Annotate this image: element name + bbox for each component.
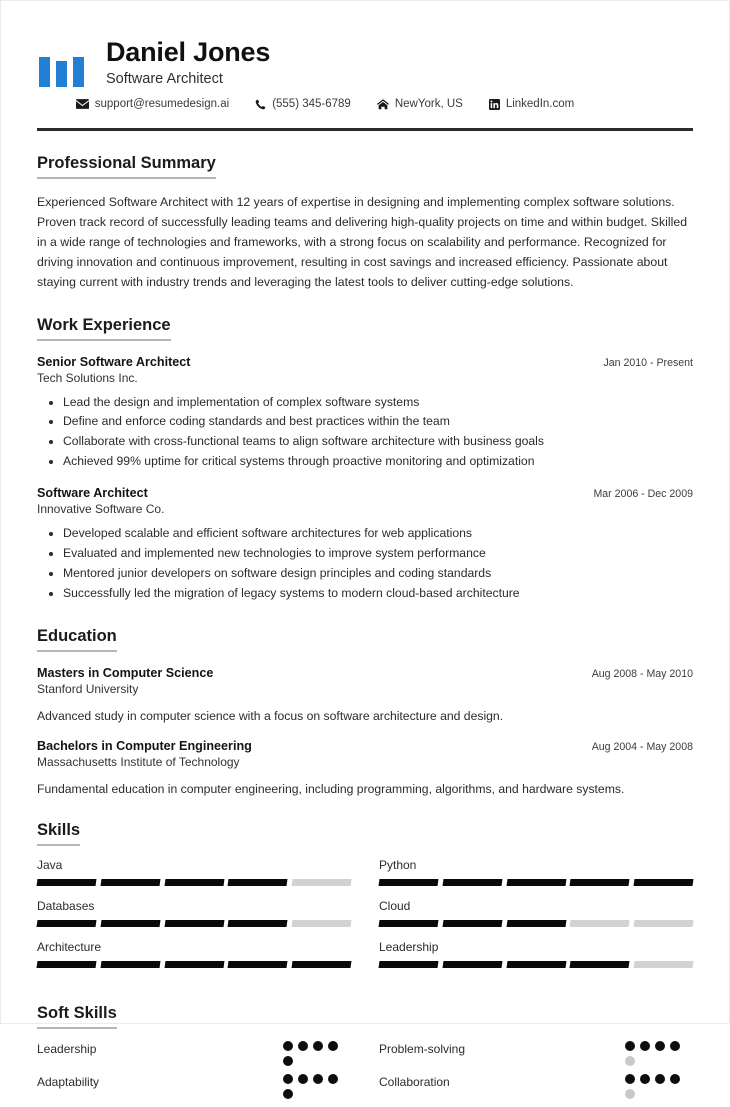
skill-label: Java	[37, 858, 63, 873]
logo-bar-3	[73, 57, 84, 87]
skill-segment	[506, 879, 566, 886]
rating-dot	[328, 1074, 338, 1084]
work-bullet: • Evaluated and implemented new technologies to improve system performance	[63, 544, 693, 564]
rating-dot	[640, 1074, 650, 1084]
contact-email-text: support@resumedesign.ai	[94, 98, 230, 111]
work-date: Jan 2010 - Present	[603, 356, 693, 369]
candidate-name: Daniel Jones	[106, 37, 271, 67]
soft-skill-rating	[283, 1074, 351, 1099]
rating-dot	[283, 1089, 293, 1099]
skill-segment	[228, 961, 288, 968]
rating-dot	[670, 1041, 680, 1051]
education-entry-head	[37, 666, 693, 680]
work-entry	[37, 486, 693, 604]
skill-segment	[37, 961, 97, 968]
work-bullet: • Developed scalable and efficient software architectures for web applications	[63, 524, 693, 544]
skill-segment	[379, 961, 439, 968]
education-date: Aug 2004 - May 2008	[591, 741, 693, 753]
header-divider	[37, 128, 693, 131]
skill-segment	[292, 879, 352, 886]
soft-skill-label: Collaboration	[379, 1075, 450, 1090]
phone-icon	[255, 99, 266, 110]
work-date: Mar 2006 - Dec 2009	[593, 488, 693, 501]
skill-segment	[634, 920, 694, 927]
skill-label: Databases	[37, 899, 95, 914]
skill-item	[37, 858, 351, 886]
candidate-job-title: Software Architect	[106, 71, 223, 88]
work-entry	[37, 355, 693, 473]
section-title-work: Work Experience	[37, 316, 171, 341]
skill-segment	[379, 879, 439, 886]
soft-skill-item	[37, 1041, 351, 1066]
rating-dot	[640, 1041, 650, 1051]
education-date: Aug 2008 - May 2010	[591, 667, 693, 680]
skill-segment	[570, 961, 630, 968]
skill-level-bar	[37, 879, 351, 886]
work-bullet: • Lead the design and implementation of complex software systems	[63, 393, 693, 413]
skill-label: Architecture	[37, 940, 102, 955]
soft-skill-item	[379, 1074, 693, 1099]
skill-segment	[292, 961, 352, 968]
contact-row	[37, 98, 693, 110]
skill-level-bar	[37, 961, 351, 968]
work-entry-head	[37, 486, 693, 500]
skill-item	[37, 899, 351, 927]
contact-linkedin[interactable]	[489, 98, 574, 110]
soft-skill-item	[379, 1041, 693, 1066]
education-entry-head	[37, 739, 693, 753]
logo-bar-2	[56, 61, 67, 87]
skill-label: Cloud	[379, 899, 411, 914]
resume-header	[37, 35, 693, 87]
section-soft-skills	[37, 1004, 693, 1107]
home-icon	[377, 99, 389, 110]
soft-skill-rating	[625, 1074, 693, 1099]
work-position: Software Architect	[37, 486, 148, 501]
rating-dot	[313, 1074, 323, 1084]
education-description: Fundamental education in computer engineering, including programming, algorithms, and hardware systems.	[37, 782, 625, 796]
education-entry	[37, 739, 693, 798]
section-title-soft-skills: Soft Skills	[37, 1004, 117, 1029]
section-professional-summary	[37, 154, 693, 293]
skill-segment	[506, 920, 566, 927]
rating-dot	[625, 1056, 635, 1066]
work-bullet: • Define and enforce coding standards and best practices within the team	[63, 412, 693, 432]
education-school: Massachusetts Institute of Technology	[37, 755, 240, 769]
skill-segment	[442, 879, 502, 886]
contact-email[interactable]	[76, 98, 229, 110]
linkedin-icon	[489, 99, 500, 110]
soft-skill-label: Leadership	[37, 1042, 97, 1057]
work-company: Innovative Software Co.	[37, 502, 165, 517]
skill-segment	[634, 879, 694, 886]
rating-dot	[313, 1041, 323, 1051]
section-title-summary: Professional Summary	[37, 154, 216, 179]
rating-dot	[625, 1089, 635, 1099]
contact-location-text: NewYork, US	[394, 98, 463, 111]
skill-segment	[442, 920, 502, 927]
skill-segment	[37, 879, 97, 886]
work-position: Senior Software Architect	[37, 354, 191, 369]
rating-dot	[670, 1074, 680, 1084]
skill-segment	[164, 879, 224, 886]
work-bullet: • Mentored junior developers on software design principles and coding standards	[63, 564, 693, 584]
education-entry	[37, 666, 693, 725]
work-bullet: • Collaborate with cross-functional teams to align software architecture with business goals	[63, 432, 693, 452]
work-entry-head	[37, 355, 693, 369]
work-bullets	[37, 524, 693, 604]
section-title-education: Education	[37, 627, 117, 652]
skill-segment	[570, 879, 630, 886]
rating-dot	[283, 1056, 293, 1066]
soft-skill-rating	[625, 1041, 693, 1066]
skill-segment	[570, 920, 630, 927]
skill-segment	[442, 961, 502, 968]
summary-text: Experienced Software Architect with 12 years of expertise in designing and implementing complex software solutions. Proven track record of successfully leading teams and delivering high-quality projects on time and within budget. Skilled in a wide range of technologies and frameworks, with a strong focus on scalability and performance. Recognized for driving innovation and continuous improvement, resulting in cost savings and increased efficiency. Passionate about staying current with industry trends and leveraging the latest tools to deliver cutting-edge solutions.	[37, 195, 688, 289]
contact-phone[interactable]	[255, 98, 351, 110]
section-work-experience	[37, 316, 693, 604]
skill-segment	[100, 920, 160, 927]
skill-label: Leadership	[379, 940, 439, 955]
skill-segment	[292, 920, 352, 927]
education-degree: Masters in Computer Science	[37, 665, 214, 680]
three-bars-logo-icon	[39, 57, 84, 87]
rating-dot	[298, 1074, 308, 1084]
rating-dot	[625, 1041, 635, 1051]
skills-grid	[37, 858, 693, 981]
contact-linkedin-text: LinkedIn.com	[505, 98, 575, 111]
skill-item	[37, 940, 351, 968]
skill-item	[379, 899, 693, 927]
skill-segment	[164, 961, 224, 968]
skill-segment	[37, 920, 97, 927]
soft-skill-label: Adaptability	[37, 1075, 100, 1090]
skill-level-bar	[379, 879, 693, 886]
rating-dot	[625, 1074, 635, 1084]
rating-dot	[328, 1041, 338, 1051]
skill-segment	[228, 920, 288, 927]
rating-dot	[298, 1041, 308, 1051]
soft-skill-rating	[283, 1041, 351, 1066]
skill-segment	[228, 879, 288, 886]
work-bullet: • Achieved 99% uptime for critical systems through proactive monitoring and optimization	[63, 452, 693, 472]
skill-item	[379, 858, 693, 886]
contact-location[interactable]	[377, 98, 463, 110]
education-description: Advanced study in computer science with a focus on software architecture and design.	[37, 708, 504, 723]
skill-segment	[100, 879, 160, 886]
logo-bar-1	[39, 57, 50, 87]
education-degree: Bachelors in Computer Engineering	[37, 739, 252, 753]
skill-item	[379, 940, 693, 968]
section-education	[37, 627, 693, 799]
skill-label: Python	[379, 858, 417, 873]
skill-level-bar	[37, 920, 351, 927]
rating-dot	[283, 1041, 293, 1051]
soft-skill-item	[37, 1074, 351, 1099]
rating-dot	[283, 1074, 293, 1084]
work-company: Tech Solutions Inc.	[37, 370, 138, 385]
rating-dot	[655, 1074, 665, 1084]
contact-phone-text: (555) 345-6789	[272, 98, 351, 111]
skill-level-bar	[379, 961, 693, 968]
skill-segment	[164, 920, 224, 927]
work-bullet: • Successfully led the migration of legacy systems to modern cloud-based architecture	[63, 584, 693, 604]
envelope-icon	[76, 99, 89, 109]
section-title-skills: Skills	[37, 821, 80, 846]
rating-dot	[655, 1041, 665, 1051]
work-bullets	[37, 393, 693, 473]
skill-segment	[634, 961, 694, 968]
section-skills	[37, 821, 693, 981]
soft-skills-grid	[37, 1041, 693, 1107]
skill-segment	[379, 920, 439, 927]
skill-segment	[100, 961, 160, 968]
soft-skill-label: Problem-solving	[379, 1042, 466, 1057]
skill-segment	[506, 961, 566, 968]
skill-level-bar	[379, 920, 693, 927]
education-school: Stanford University	[37, 681, 139, 696]
name-block	[106, 35, 270, 87]
